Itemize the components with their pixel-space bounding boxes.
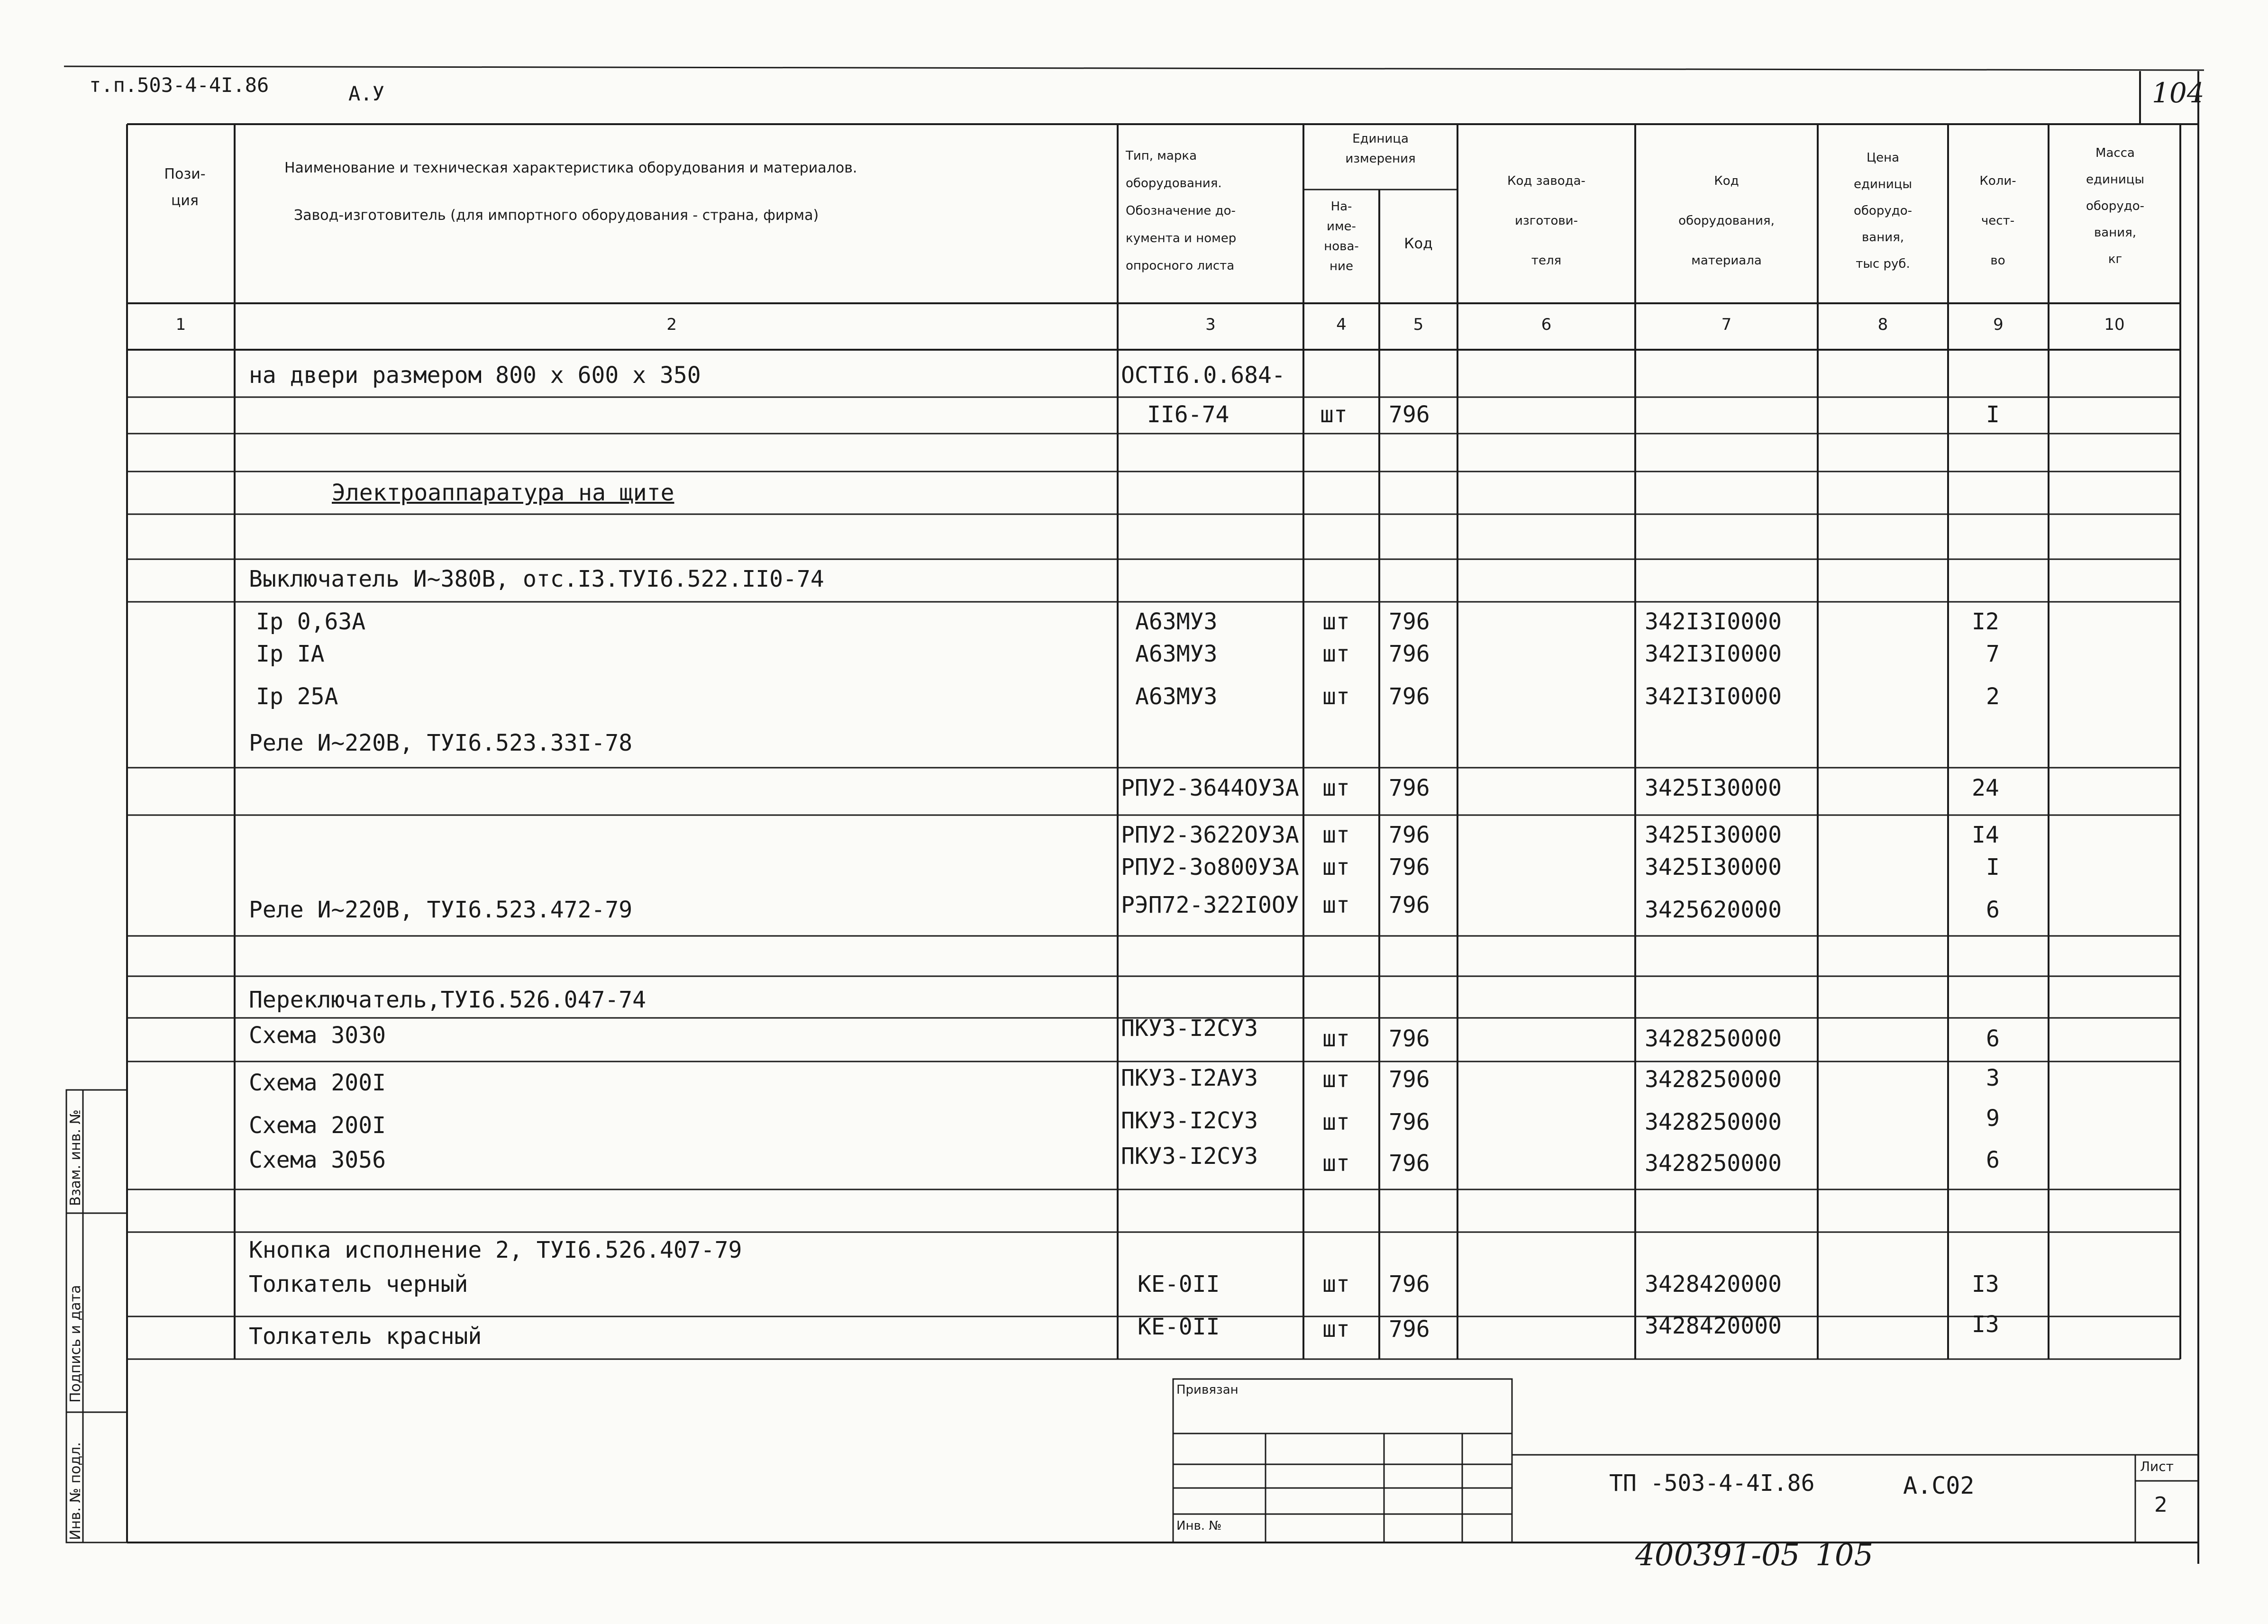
side-label-inv-no: Инв. № подл. <box>67 1442 84 1540</box>
row-12-name: Переключатель,ТУI6.526.047-74 <box>249 987 647 1013</box>
header-type: Тип, марка оборудования. Обозначение до- кумента и номер опросного листа <box>1126 149 1237 273</box>
header-price: Цена единицы оборудо- вания, тыс руб. <box>1853 151 1912 271</box>
doc-reference: т.п.503-4-4I.86 <box>89 73 269 97</box>
row-9-eq: 3425I30000 <box>1645 822 1782 848</box>
row-1-code: 796 <box>1389 401 1430 428</box>
header-manufacturer: Завод-изготовитель (для импортного оборудования - страна, фирма) <box>294 207 819 224</box>
row-5-unit: шт <box>1322 641 1350 667</box>
col-number-8: 8 <box>1877 315 1888 334</box>
row-9-unit: шт <box>1322 822 1350 848</box>
row-8-unit: шт <box>1322 775 1350 801</box>
title-album: А.С02 <box>1903 1472 1975 1499</box>
row-18-unit: шт <box>1322 1271 1350 1297</box>
row-3-name: Выключатель И~380В, отс.I3.ТУI6.522.II0-74 <box>249 566 824 592</box>
row-14-code: 796 <box>1389 1066 1430 1093</box>
header-unit-code: Код <box>1404 236 1433 252</box>
row-10-qty: I <box>1986 854 2000 880</box>
row-11-type: РЭП72-322I0ОУ <box>1121 892 1299 918</box>
row-19-type: КЕ-0II <box>1138 1314 1220 1340</box>
doc-section: А.У <box>348 82 384 105</box>
row-0-name: на двери размером 800 х 600 х 350 <box>249 362 701 389</box>
row-19-eq: 3428420000 <box>1645 1313 1782 1339</box>
row-4-qty: I2 <box>1972 608 1999 635</box>
row-15-qty: 9 <box>1986 1105 2000 1132</box>
row-16-name: Схема 3056 <box>249 1147 386 1173</box>
row-16-qty: 6 <box>1986 1147 2000 1173</box>
row-10-code: 796 <box>1389 854 1430 880</box>
handwritten-page: 105 <box>1815 1538 1874 1573</box>
row-18-qty: I3 <box>1972 1271 1999 1297</box>
row-13-name: Схема 3030 <box>249 1022 386 1049</box>
row-6-name: Ip 25А <box>256 683 338 710</box>
col-number-5: 5 <box>1413 315 1424 334</box>
row-19-code: 796 <box>1389 1316 1430 1343</box>
row-4-name: Ip 0,63А <box>256 608 366 635</box>
row-16-eq: 3428250000 <box>1645 1150 1782 1177</box>
row-11-qty: 6 <box>1986 897 2000 923</box>
row-18-name: Толкатель черный <box>249 1271 468 1297</box>
row-8-code: 796 <box>1389 775 1430 801</box>
col-number-1: 1 <box>175 315 186 334</box>
row-8-type: РПУ2-3644ОУ3А <box>1121 775 1299 801</box>
header-quantity: Коли- чест- во <box>1979 174 2016 268</box>
side-label-replacement-inv: Взам. инв. № <box>67 1109 84 1206</box>
row-1-unit: шт <box>1320 401 1348 428</box>
col-number-4: 4 <box>1336 315 1347 334</box>
row-15-name: Схема 200I <box>249 1112 386 1139</box>
page-number-top: 104 <box>2152 77 2204 109</box>
row-17-name: Кнопка исполнение 2, ТУI6.526.407-79 <box>249 1237 742 1263</box>
header-unit-group: Единица измерения <box>1345 132 1416 166</box>
row-18-code: 796 <box>1389 1271 1430 1297</box>
col-number-6: 6 <box>1541 315 1552 334</box>
row-10-type: РПУ2-3о800У3А <box>1121 854 1299 880</box>
col-number-10: 10 <box>2104 315 2125 334</box>
row-14-qty: 3 <box>1986 1065 2000 1091</box>
row-11-name: Реле И~220В, ТУI6.523.472-79 <box>249 897 633 923</box>
side-label-signature-date: Подпись и дата <box>67 1285 84 1403</box>
row-19-unit: шт <box>1322 1316 1350 1343</box>
row-1-type: II6-74 <box>1147 401 1230 428</box>
row-15-unit: шт <box>1322 1109 1350 1135</box>
row-5-code: 796 <box>1389 641 1430 667</box>
row-4-unit: шт <box>1322 608 1350 635</box>
header-position: Пози- ция <box>164 166 206 209</box>
row-6-unit: шт <box>1322 683 1350 710</box>
row-6-eq: 342I3I0000 <box>1645 683 1782 710</box>
row-5-eq: 342I3I0000 <box>1645 641 1782 667</box>
row-14-unit: шт <box>1322 1066 1350 1093</box>
row-11-code: 796 <box>1389 892 1430 918</box>
header-equipment-code: Код оборудования, материала <box>1678 174 1775 268</box>
row-0-type: ОСТI6.0.684- <box>1121 362 1285 389</box>
title-privyazan: Привязан <box>1176 1383 1239 1397</box>
row-6-qty: 2 <box>1986 683 2000 710</box>
row-4-code: 796 <box>1389 608 1430 635</box>
handwritten-code: 400391-05 <box>1635 1538 1800 1573</box>
row-4-type: А63МУ3 <box>1135 608 1218 635</box>
col-number-7: 7 <box>1721 315 1732 334</box>
row-16-code: 796 <box>1389 1150 1430 1177</box>
row-6-type: А63МУ3 <box>1135 683 1218 710</box>
row-13-qty: 6 <box>1986 1025 2000 1052</box>
row-14-name: Схема 200I <box>249 1070 386 1096</box>
row-18-type: КЕ-0II <box>1138 1271 1220 1297</box>
header-unit-name: На- име- нова- ние <box>1324 200 1359 273</box>
header-name: Наименование и техническая характеристика оборудования и материалов. <box>284 160 857 176</box>
row-5-name: Ip IА <box>256 641 325 667</box>
row-11-unit: шт <box>1322 892 1350 918</box>
header-mass: Масса единицы оборудо- вания, кг <box>2086 146 2144 266</box>
row-5-type: А63МУ3 <box>1135 641 1218 667</box>
row-9-qty: I4 <box>1972 822 1999 848</box>
row-10-eq: 3425I30000 <box>1645 854 1782 880</box>
row-15-eq: 3428250000 <box>1645 1109 1782 1135</box>
row-14-type: ПКУ3-I2АУ3 <box>1121 1065 1258 1091</box>
row-9-code: 796 <box>1389 822 1430 848</box>
title-sheet-label: Лист <box>2140 1459 2174 1474</box>
col-number-9: 9 <box>1993 315 2004 334</box>
row-13-code: 796 <box>1389 1025 1430 1052</box>
header-factory-code: Код завода- изготови- теля <box>1507 174 1585 268</box>
row-16-type: ПКУ3-I2СУ3 <box>1121 1143 1258 1170</box>
col-number-2: 2 <box>666 315 677 334</box>
row-11-eq: 3425620000 <box>1645 897 1782 923</box>
row-15-type: ПКУ3-I2СУ3 <box>1121 1107 1258 1134</box>
title-doc-code: ТП -503-4-4I.86 <box>1609 1470 1815 1497</box>
row-19-name: Толкатель красный <box>249 1323 482 1350</box>
row-13-eq: 3428250000 <box>1645 1025 1782 1052</box>
row-2-name: Электроаппаратура на щите <box>332 480 674 506</box>
col-number-3: 3 <box>1205 315 1216 334</box>
row-5-qty: 7 <box>1986 641 2000 667</box>
title-sheet-number: 2 <box>2154 1493 2168 1517</box>
col-number-2-wrap <box>235 315 1118 334</box>
row-4-eq: 342I3I0000 <box>1645 608 1782 635</box>
row-13-type: ПКУ3-I2СУ3 <box>1121 1015 1258 1042</box>
row-13-unit: шт <box>1322 1025 1350 1052</box>
row-6-code: 796 <box>1389 683 1430 710</box>
row-1-qty: I <box>1986 401 2000 428</box>
title-inv-no: Инв. № <box>1176 1519 1222 1533</box>
row-14-eq: 3428250000 <box>1645 1066 1782 1093</box>
row-18-eq: 3428420000 <box>1645 1271 1782 1297</box>
row-10-unit: шт <box>1322 854 1350 880</box>
row-7-name: Реле И~220В, ТУI6.523.33I-78 <box>249 730 633 756</box>
row-16-unit: шт <box>1322 1150 1350 1177</box>
row-15-code: 796 <box>1389 1109 1430 1135</box>
row-19-qty: I3 <box>1972 1311 1999 1338</box>
row-8-qty: 24 <box>1972 775 1999 801</box>
row-9-type: РПУ2-3622ОУ3А <box>1121 822 1299 848</box>
row-8-eq: 3425I30000 <box>1645 775 1782 801</box>
